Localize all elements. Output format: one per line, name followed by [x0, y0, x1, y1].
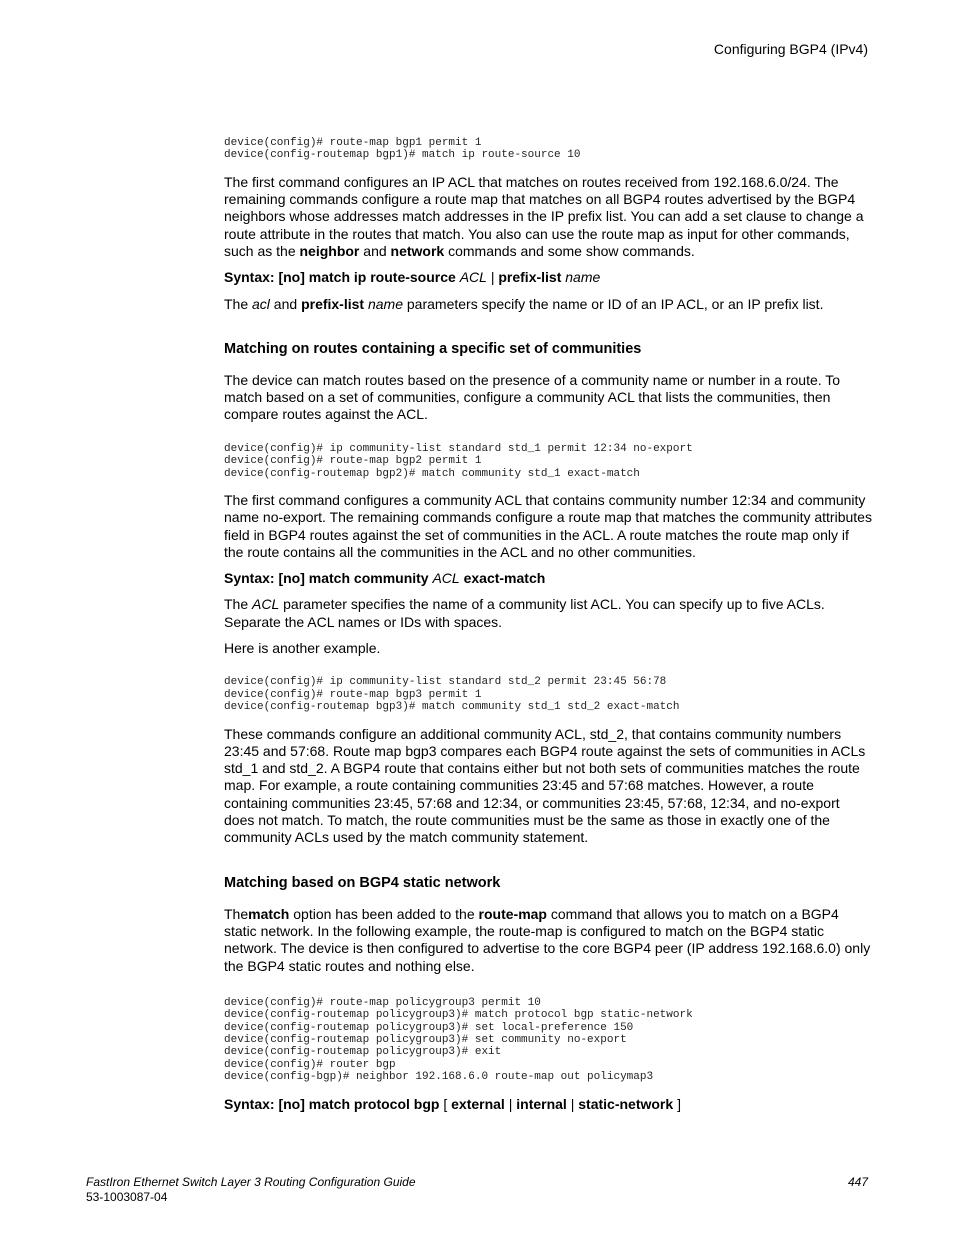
- syntax-community: Syntax: [no] match community ACL exact-match: [224, 570, 546, 587]
- footer-page-number: 447: [847, 1175, 868, 1189]
- running-header: Configuring BGP4 (IPv4): [713, 41, 868, 57]
- section-heading-static-network: Matching based on BGP4 static network: [224, 874, 501, 891]
- paragraph-communities-intro: The device can match routes based on the presence of a community name or number in a route. To match based on a set of communities, configure a community ACL that lists the communities, then compare routes against the ACL.: [224, 371, 841, 423]
- section-heading-communities: Matching on routes containing a specific set of communities: [224, 340, 642, 357]
- syntax-route-source: Syntax: [no] match ip route-source ACL | prefix-list name: [224, 269, 601, 286]
- paragraph-acl-parameters: The acl and prefix-list name parameters specify the name or ID of an IP ACL, or an IP prefix list.: [224, 295, 824, 312]
- code-example-route-source: device(config)# route-map bgp1 permit 1 device(config-routemap bgp1)# match ip route-source 10: [224, 137, 581, 162]
- footer-doc-number: 53-1003087-04: [86, 1189, 168, 1204]
- paragraph-community-explanation: The first command configures a community ACL that contains community number 12:34 and community name no-export. The remaining commands configure a route map that matches the community attributes field in BGP4 routes against the set of communities in the ACL. A route matches the route map only if the route contains all the communities in the ACL and no other communities.: [224, 492, 872, 560]
- paragraph-route-source-explanation: The first command configures an IP ACL that matches on routes received from 192.168.6.0/24. The remaining commands configure a route map that matches on all BGP4 routes advertised by the BGP4 neighbors whose addresses match addresses in the IP prefix list. You can add a set clause to change a route attribute in the routes that match. You also can use the route map as input for other commands, such as the neighbor and network commands and some show commands.: [224, 173, 864, 259]
- paragraph-another-example: Here is another example.: [224, 640, 381, 657]
- paragraph-acl-parameter: The ACL parameter specifies the name of a community list ACL. You can specify up to five ACLs. Separate the ACL names or IDs with spaces.: [224, 596, 825, 630]
- page-footer: [86, 1175, 868, 1204]
- code-example-community-two-lists: device(config)# ip community-list standard std_2 permit 23:45 56:78 device(config)# route-map bgp3 permit 1 device(config-routemap bgp3)# match community std_1 std_2 exact-match: [224, 676, 680, 714]
- paragraph-two-lists-explanation: These commands configure an additional community ACL, std_2, that contains community numbers 23:45 and 57:68. Route map bgp3 compares each BGP4 route against the sets of communities in ACLs std_1 and std_2. A BGP4 route that contains either but not both sets of communities matches the route map. For example, a route containing communities 23:45 and 57:68 matches. However, a route containing communities 23:45, 57:68 and 12:34, or communities 23:45, 57:68, 12:34, and no-export does not match. To match, the route communities must be the same as those in exactly one of the community ACLs used by the match community statement.: [224, 725, 866, 846]
- syntax-match-protocol: Syntax: [no] match protocol bgp [ external | internal | static-network ]: [224, 1095, 681, 1112]
- code-example-community-exact: device(config)# ip community-list standard std_1 permit 12:34 no-export device(config)# route-map bgp2 permit 1 device(config-routemap bgp2)# match community std_1 exact-match: [224, 442, 693, 480]
- page-body: [224, 137, 872, 1113]
- paragraph-static-network-intro: Thematch option has been added to the route-map command that allows you to match on a BGP4 static network. In the following example, the route-map is configured to match on the BGP4 static network. The device is then configured to advertise to the core BGP4 peer (IP address 192.168.6.0) only the BGP4 static routes and nothing else.: [224, 905, 871, 974]
- footer-guide-title: FastIron Ethernet Switch Layer 3 Routing Configuration Guide: [86, 1175, 416, 1189]
- code-example-static-network: device(config)# route-map policygroup3 permit 10 device(config-routemap policygroup3)# match protocol bgp static-network device(config-routemap policygroup3)# set local-preference 150 device(config-routemap policygroup3)# set community no-export device(config-routemap policygroup3)# exit device(config)# router bgp device(config-bgp)# neighbor 192.168.6.0 route-map out policymap3: [224, 996, 693, 1084]
